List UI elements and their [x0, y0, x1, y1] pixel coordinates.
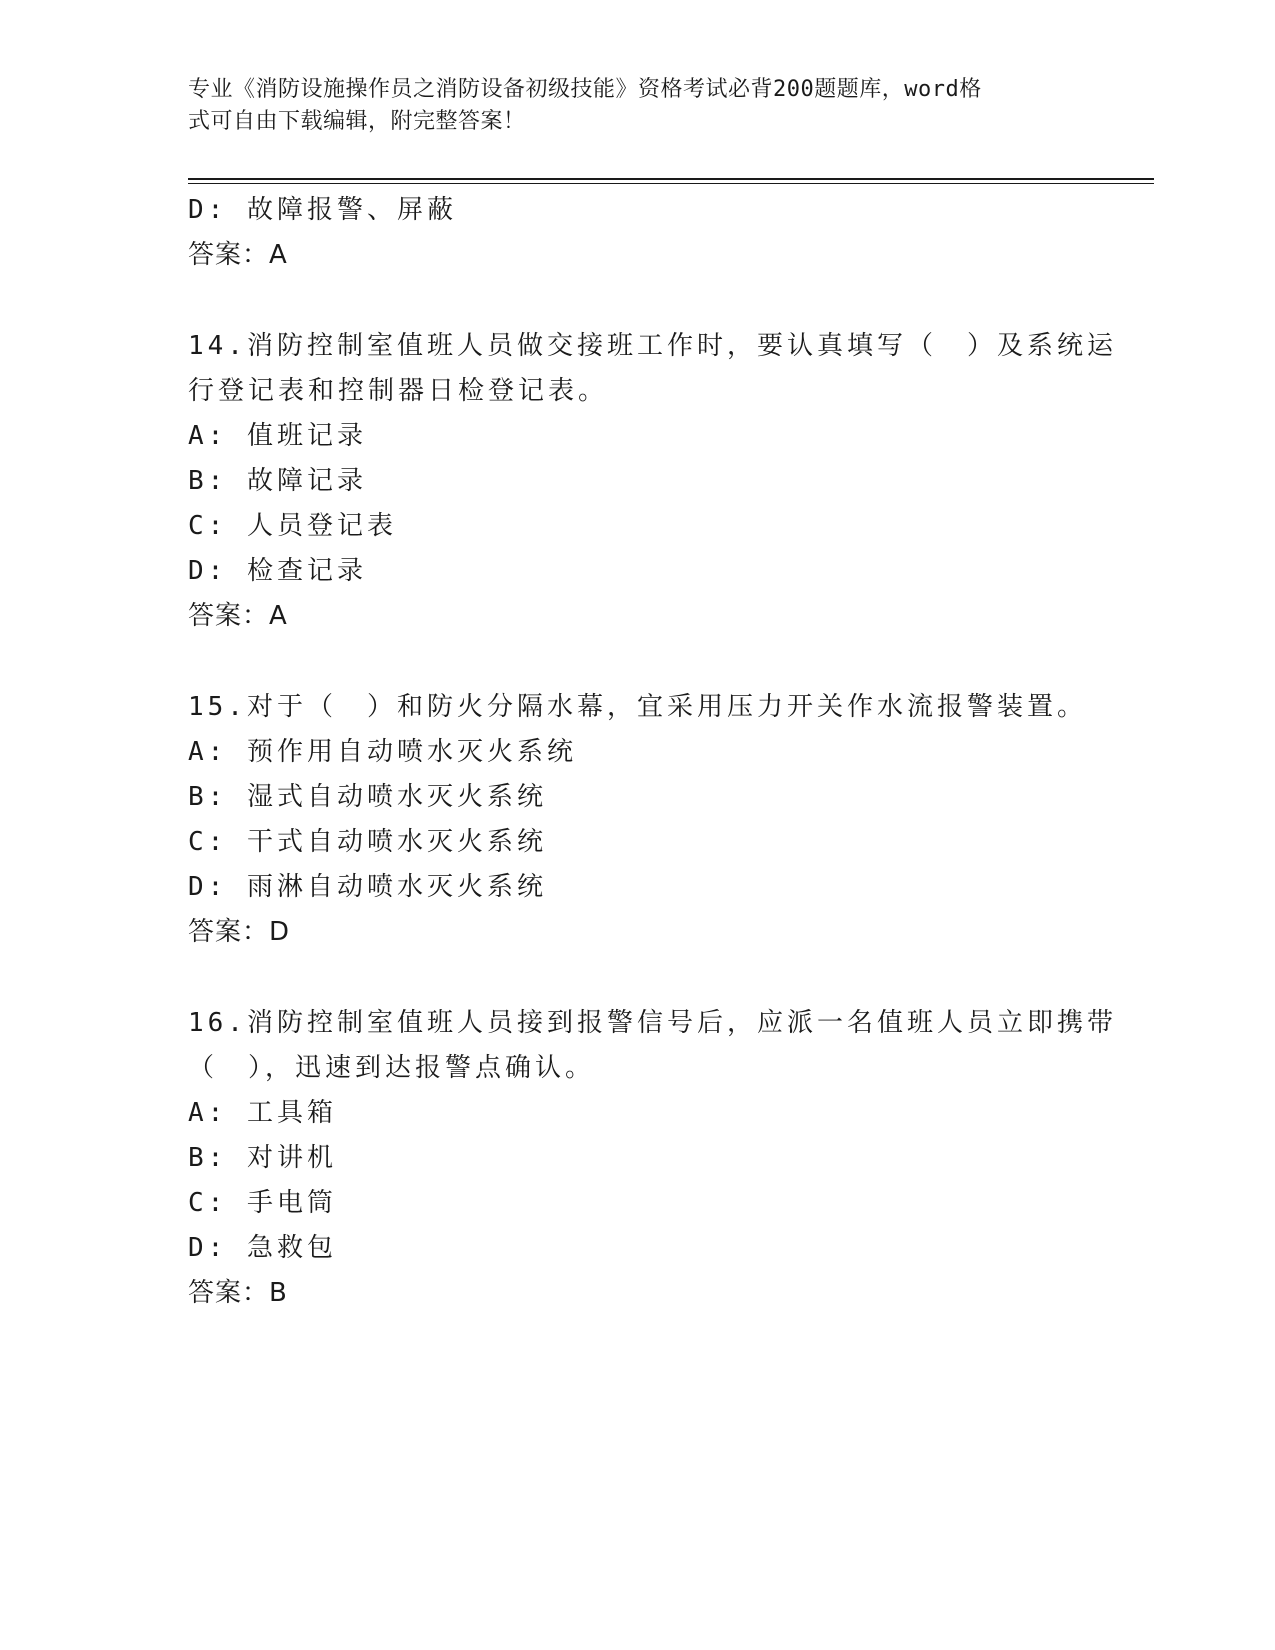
- question-stem-line-2: （ ），迅速到达报警点确认。: [188, 1053, 596, 1083]
- spacer: [188, 955, 1088, 1001]
- option-d: D: 急救包: [188, 1233, 337, 1263]
- header-line-1: 专业《消防设施操作员之消防设备初级技能》资格考试必背200题题库，word格: [188, 77, 982, 102]
- question-16: [188, 1001, 1117, 1316]
- header-rule-thick: [188, 178, 1154, 180]
- option-b: B: 对讲机: [188, 1143, 337, 1173]
- question-stem-line-1: 14.消防控制室值班人员做交接班工作时，要认真填写（ ）及系统运: [188, 331, 1117, 361]
- page-header: [188, 74, 1068, 138]
- question-15: [188, 685, 1088, 955]
- question-stem-line-2: 行登记表和控制器日检登记表。: [188, 376, 609, 406]
- option-d: D: 故障报警、屏蔽: [188, 195, 457, 225]
- header-line-2: 式可自由下载编辑，附完整答案！: [188, 109, 526, 134]
- question-stem-line-1: 15.对于（ ）和防火分隔水幕，宜采用压力开关作水流报警装置。: [188, 692, 1087, 722]
- option-b: B: 湿式自动喷水灭火系统: [188, 782, 547, 812]
- answer-line: 答案：B: [188, 1278, 288, 1308]
- answer-line: 答案：A: [188, 240, 288, 270]
- spacer: [188, 278, 1088, 324]
- option-c: C: 干式自动喷水灭火系统: [188, 827, 547, 857]
- option-b: B: 故障记录: [188, 466, 367, 496]
- option-c: C: 手电筒: [188, 1188, 337, 1218]
- question-stem-line-1: 16.消防控制室值班人员接到报警信号后，应派一名值班人员立即携带: [188, 1008, 1117, 1038]
- option-a: A: 工具箱: [188, 1098, 337, 1128]
- answer-line: 答案：A: [188, 601, 288, 631]
- option-d: D: 雨淋自动喷水灭火系统: [188, 872, 547, 902]
- header-rule-thin: [188, 183, 1154, 184]
- option-a: A: 预作用自动喷水灭火系统: [188, 737, 577, 767]
- spacer: [188, 639, 1088, 685]
- option-c: C: 人员登记表: [188, 511, 397, 541]
- option-a: A: 值班记录: [188, 421, 367, 451]
- option-d: D: 检查记录: [188, 556, 367, 586]
- answer-line: 答案：D: [188, 917, 291, 947]
- previous-question-tail: [188, 188, 1088, 278]
- question-content: [188, 188, 1117, 1316]
- question-14: [188, 324, 1117, 639]
